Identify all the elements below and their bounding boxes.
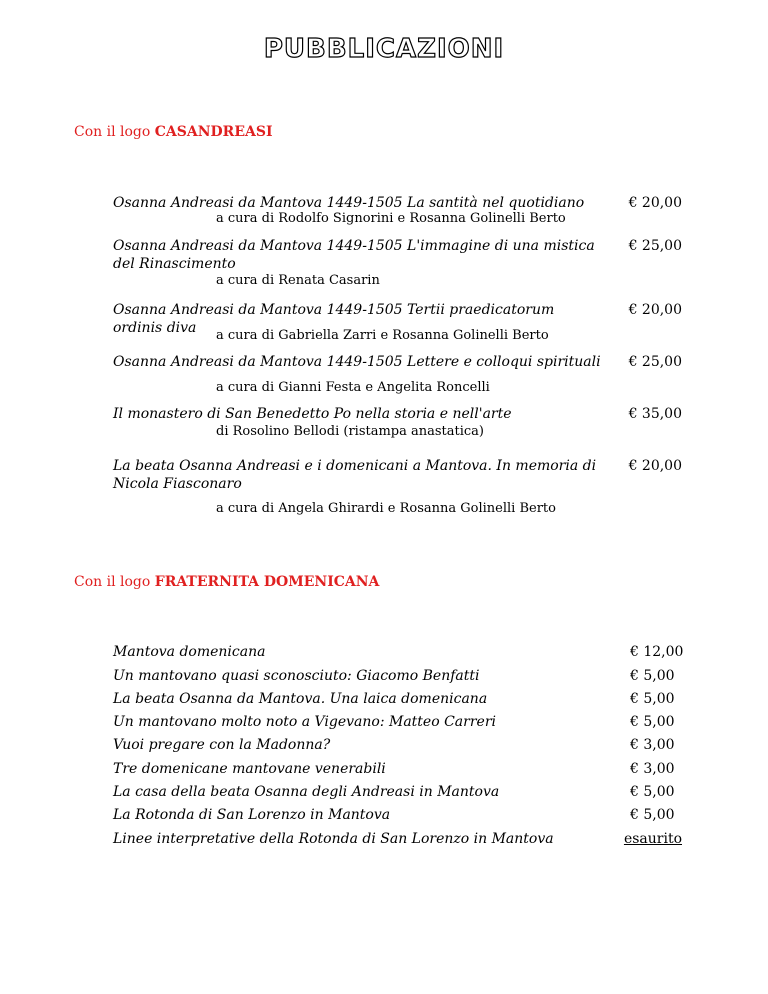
publication-title: Linee interpretative della Rotonda di San Lorenzo in Mantova xyxy=(113,831,554,847)
publication-price: € 3,00 xyxy=(630,737,675,753)
publication-curator: a cura di Gabriella Zarri e Rosanna Golinelli Berto xyxy=(216,328,549,343)
publication-title: Un mantovano molto noto a Vigevano: Matteo Carreri xyxy=(113,714,496,730)
publication-curator: a cura di Gianni Festa e Angelita Roncelli xyxy=(216,380,490,395)
publication-price: € 5,00 xyxy=(630,807,675,823)
publication-title: Il monastero di San Benedetto Po nella storia e nell'arte xyxy=(113,406,512,422)
publication-title: La casa della beata Osanna degli Andreasi in Mantova xyxy=(113,784,500,800)
publication-title: Osanna Andreasi da Mantova 1449-1505 Tertii praedicatorum ordinis diva xyxy=(113,302,555,336)
publication-title: Osanna Andreasi da Mantova 1449-1505 Lettere e colloqui spirituali xyxy=(113,354,601,370)
publication-price: € 20,00 xyxy=(628,302,682,318)
publication-title: Un mantovano quasi sconosciuto: Giacomo Benfatti xyxy=(113,668,480,684)
publication-curator: a cura di Rodolfo Signorini e Rosanna Golinelli Berto xyxy=(216,211,566,226)
publication-price: € 25,00 xyxy=(628,354,682,370)
publication-price: € 12,00 xyxy=(630,644,684,660)
publication-title: Osanna Andreasi da Mantova 1449-1505 La santità nel quotidiano xyxy=(113,195,585,211)
publication-curator: di Rosolino Bellodi (ristampa anastatica) xyxy=(216,424,484,439)
publication-title: La beata Osanna Andreasi e i domenicani a Mantova. In memoria di Nicola Fiasconaro xyxy=(113,458,597,492)
publication-curator: a cura di Renata Casarin xyxy=(216,273,380,288)
publication-curator: a cura di Angela Ghirardi e Rosanna Golinelli Berto xyxy=(216,501,556,516)
publication-price: € 5,00 xyxy=(630,784,675,800)
publication-price: € 5,00 xyxy=(630,668,675,684)
publication-price: € 3,00 xyxy=(630,761,675,777)
section-heading-prefix: Con il logo xyxy=(74,124,155,140)
publication-price: € 5,00 xyxy=(630,714,675,730)
publication-status-sold-out: esaurito xyxy=(623,831,682,847)
section-heading-prefix: Con il logo xyxy=(74,574,155,590)
publication-price: € 20,00 xyxy=(628,195,682,211)
publication-title: Tre domenicane mantovane venerabili xyxy=(113,761,386,777)
publication-title: Vuoi pregare con la Madonna? xyxy=(113,737,331,753)
section-heading-casandreasi xyxy=(74,124,273,140)
publication-price: € 20,00 xyxy=(628,458,682,474)
section-heading-logo: CASANDREASI xyxy=(154,124,273,140)
page-title: PUBBLICAZIONI xyxy=(263,34,505,64)
publication-title: Mantova domenicana xyxy=(113,644,266,660)
publication-title: Osanna Andreasi da Mantova 1449-1505 L'immagine di una mistica del Rinascimento xyxy=(113,238,595,272)
publication-price: € 35,00 xyxy=(628,406,682,422)
publication-price: € 5,00 xyxy=(630,691,675,707)
publication-title: La beata Osanna da Mantova. Una laica domenicana xyxy=(113,691,488,707)
section-heading-logo: FRATERNITA DOMENICANA xyxy=(154,574,380,590)
publication-price: € 25,00 xyxy=(628,238,682,254)
section-heading-fraternita xyxy=(74,574,379,590)
publication-title: La Rotonda di San Lorenzo in Mantova xyxy=(113,807,391,823)
